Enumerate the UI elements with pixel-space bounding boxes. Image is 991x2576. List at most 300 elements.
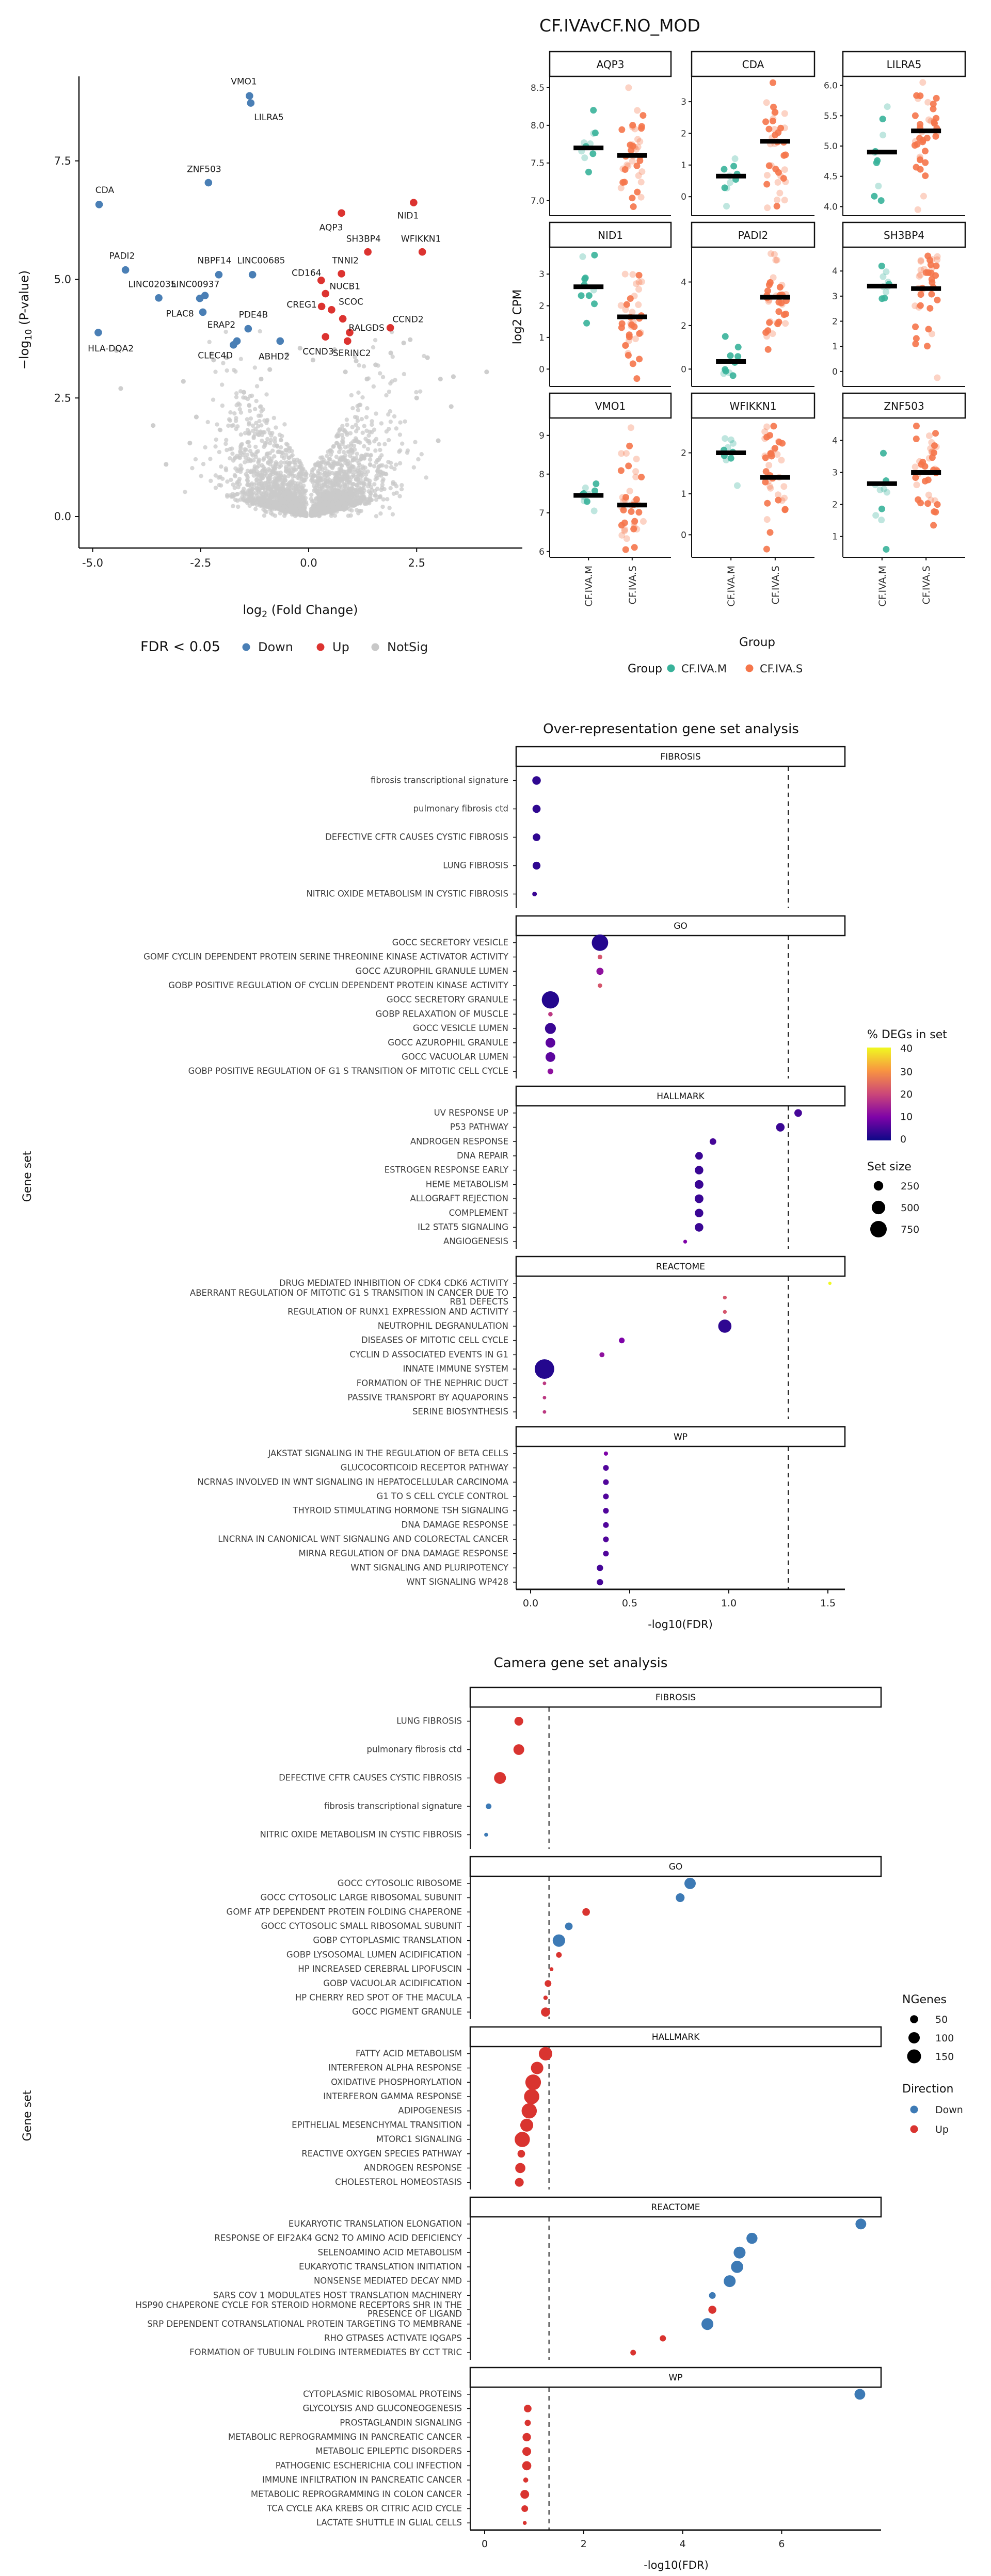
y-tick-label: 1 xyxy=(681,160,686,171)
notsig-point xyxy=(355,452,359,456)
notsig-point xyxy=(332,461,337,465)
notsig-point xyxy=(265,452,269,456)
strip-point xyxy=(732,155,739,162)
strip-point xyxy=(765,346,772,353)
gene-set-label: INTERFERON GAMMA RESPONSE xyxy=(323,2091,462,2101)
gene-set-label: PATHOGENIC ESCHERICHIA COLI INFECTION xyxy=(275,2460,462,2471)
y-tick-label: 7.0 xyxy=(530,196,545,206)
pathway-dot xyxy=(695,1180,704,1189)
notsig-point xyxy=(288,460,292,464)
notsig-point xyxy=(309,493,313,497)
strip-point xyxy=(881,486,887,492)
strip-point xyxy=(775,497,781,504)
notsig-point xyxy=(379,421,383,425)
notsig-point xyxy=(247,431,251,436)
notsig-point xyxy=(367,439,371,443)
gene-set-label: CYCLIN D ASSOCIATED EVENTS IN G1 xyxy=(349,1349,508,1360)
notsig-point xyxy=(334,475,338,479)
notsig-point xyxy=(389,420,393,424)
notsig-point xyxy=(358,501,362,505)
strip-point xyxy=(913,423,920,429)
strip-point xyxy=(768,450,775,457)
pathway-dot xyxy=(542,1396,546,1399)
notsig-point xyxy=(294,499,298,503)
pathway-dot xyxy=(776,1123,785,1132)
pathway-dot xyxy=(531,2062,544,2074)
notsig-point xyxy=(246,469,250,473)
notsig-point xyxy=(265,480,269,484)
notsig-point xyxy=(361,495,365,499)
notsig-point xyxy=(298,346,302,350)
down-point xyxy=(205,179,213,187)
notsig-point xyxy=(221,361,225,365)
notsig-point xyxy=(311,358,315,362)
pathway-dot xyxy=(541,2007,550,2017)
strip-point xyxy=(640,518,647,525)
up-point xyxy=(339,315,347,323)
pathway-dot xyxy=(532,776,541,785)
notsig-point xyxy=(318,511,323,515)
strip-point xyxy=(916,273,922,280)
legend-dot-civam xyxy=(667,665,675,672)
median-bar xyxy=(573,146,603,150)
gene-set-label: RESPONSE OF EIF2AK4 GCN2 TO AMINO ACID DEFICIENCY xyxy=(214,2233,462,2243)
notsig-point xyxy=(215,422,219,426)
strip-point xyxy=(925,476,932,483)
x-tick-label: 2.5 xyxy=(408,557,425,569)
notsig-point xyxy=(235,454,239,458)
y-tick-label: 0 xyxy=(681,192,686,203)
strip-point xyxy=(622,271,629,278)
median-bar xyxy=(911,128,941,133)
facet-header-label: REACTOME xyxy=(656,1262,705,1272)
pathway-dot xyxy=(523,2521,527,2525)
gene-set-label: GOCC SECRETORY VESICLE xyxy=(392,937,508,947)
notsig-point xyxy=(251,458,255,462)
gene-set-label: GOBP POSITIVE REGULATION OF G1 S TRANSITION OF MITOTIC CELL CYCLE xyxy=(188,1066,508,1076)
y-tick-label: 9 xyxy=(539,430,545,441)
pathway-dot xyxy=(550,1967,554,1971)
notsig-point xyxy=(338,501,342,505)
x-category-label: CF.IVA.S xyxy=(921,566,933,605)
gene-set-label: LACTATE SHUTTLE IN GLIAL CELLS xyxy=(316,2518,462,2528)
notsig-point xyxy=(251,429,255,433)
y-axis-title: $-\log_{10}$ (P-value) xyxy=(17,270,34,370)
pathway-dot xyxy=(522,2103,537,2119)
strip-point xyxy=(781,311,788,318)
notsig-point xyxy=(261,486,265,490)
x-tick-label: 1.0 xyxy=(721,1598,737,1609)
notsig-point xyxy=(274,471,278,475)
notsig-point xyxy=(199,474,203,478)
notsig-point xyxy=(335,489,340,493)
notsig-point xyxy=(273,436,277,440)
notsig-point xyxy=(280,486,284,490)
notsig-point xyxy=(342,501,346,505)
strip-point xyxy=(776,190,783,197)
gene-label: NBPF14 xyxy=(197,255,232,266)
notsig-point xyxy=(385,429,389,433)
notsig-point xyxy=(290,478,294,482)
notsig-point xyxy=(283,505,287,509)
gene-set-label: NITRIC OXIDE METABOLISM IN CYSTIC FIBROSIS xyxy=(260,1829,462,1840)
gene-set-label: FORMATION OF THE NEPHRIC DUCT xyxy=(356,1378,508,1388)
pathway-dot xyxy=(684,1878,696,1889)
pathway-dot xyxy=(794,1109,802,1117)
strip-point xyxy=(633,375,640,382)
strip-point xyxy=(929,330,935,337)
notsig-point xyxy=(316,505,321,509)
notsig-point xyxy=(359,457,363,461)
notsig-point xyxy=(380,505,385,509)
gene-set-label: EUKARYOTIC TRANSLATION ELONGATION xyxy=(288,2218,462,2229)
size-legend-dot xyxy=(874,1181,883,1190)
gene-set-label: WNT SIGNALING WP428 xyxy=(406,1577,508,1587)
pathway-dot xyxy=(486,1804,491,1809)
notsig-point xyxy=(239,432,243,437)
y-tick-label: 0 xyxy=(681,530,686,541)
gene-set-label: GOCC CYTOSOLIC LARGE RIBOSOMAL SUBUNIT xyxy=(260,1892,462,1903)
pathway-dot xyxy=(598,984,602,988)
pathway-dot xyxy=(533,862,540,870)
down-point xyxy=(276,337,284,345)
pathway-dot xyxy=(524,2089,539,2104)
strip-point xyxy=(770,79,776,86)
pathway-dot xyxy=(701,2318,713,2330)
notsig-point xyxy=(253,407,257,411)
strip-point xyxy=(581,154,588,161)
gene-label: CLEC4D xyxy=(198,350,233,361)
notsig-point xyxy=(322,482,326,486)
strip-point xyxy=(619,179,626,186)
pathway-dot xyxy=(731,2261,743,2273)
gene-set-label: GOCC VACUOLAR LUMEN xyxy=(402,1052,508,1062)
notsig-point xyxy=(325,460,329,464)
notsig-point xyxy=(242,390,246,395)
notsig-point xyxy=(363,502,367,506)
gene-label: ERAP2 xyxy=(207,319,236,330)
y-tick-label: 8.5 xyxy=(530,83,545,93)
gene-label: ZNF503 xyxy=(187,164,221,175)
strip-plot-title: CF.IVAvCF.NO_MOD xyxy=(539,15,700,36)
notsig-point xyxy=(349,494,353,498)
facet-strip-plot xyxy=(511,0,991,691)
notsig-point xyxy=(272,416,276,420)
facet-header-label: HALLMARK xyxy=(651,2032,700,2042)
strip-point xyxy=(636,272,643,279)
notsig-point xyxy=(118,386,123,391)
pathway-dot xyxy=(514,1744,524,1755)
gene-set-label: DRUG MEDIATED INHIBITION OF CDK4 CDK6 ACTIVITY xyxy=(279,1278,508,1288)
strip-point xyxy=(591,300,598,307)
strip-point xyxy=(880,450,887,457)
strip-point xyxy=(781,110,788,117)
notsig-point xyxy=(288,507,292,511)
notsig-point xyxy=(374,411,378,415)
notsig-point xyxy=(251,424,255,428)
gene-set-label: LUNG FIBROSIS xyxy=(443,860,508,871)
strip-point xyxy=(774,451,780,458)
strip-point xyxy=(625,462,632,469)
notsig-point xyxy=(209,479,213,483)
notsig-point xyxy=(425,356,430,360)
direction-legend-label: Down xyxy=(935,2104,963,2116)
y-tick-label: 3 xyxy=(539,269,545,280)
notsig-point xyxy=(247,440,251,444)
notsig-point xyxy=(206,420,210,424)
down-point xyxy=(155,294,163,302)
notsig-point xyxy=(356,418,360,423)
strip-point xyxy=(764,172,771,179)
notsig-point xyxy=(338,471,342,475)
strip-point xyxy=(872,512,879,519)
notsig-point xyxy=(260,473,264,477)
notsig-point xyxy=(319,478,324,482)
strip-point xyxy=(781,495,788,502)
notsig-point xyxy=(236,505,240,509)
legend-item-label: NotSig xyxy=(387,640,428,654)
pathway-dot xyxy=(518,2150,525,2158)
notsig-point xyxy=(342,482,346,486)
gene-set-label: COMPLEMENT xyxy=(449,1208,508,1218)
strip-point xyxy=(778,282,785,288)
notsig-point xyxy=(394,462,398,466)
notsig-point xyxy=(255,470,259,474)
pathway-dot xyxy=(515,2132,530,2147)
notsig-point xyxy=(264,491,268,495)
down-point xyxy=(199,309,207,316)
notsig-point xyxy=(357,480,361,485)
notsig-point xyxy=(269,457,274,461)
gene-set-label: pulmonary fibrosis ctd xyxy=(413,803,508,814)
strip-point xyxy=(779,440,786,447)
strip-point xyxy=(925,269,932,276)
median-bar xyxy=(867,481,897,486)
legend-item-label: CF.IVA.M xyxy=(681,663,727,675)
notsig-point xyxy=(384,393,388,397)
x-tick-label: 0 xyxy=(481,2538,488,2550)
gene-set-label: METABOLIC EPILEPTIC DISORDERS xyxy=(315,2446,462,2456)
notsig-point xyxy=(360,395,364,399)
notsig-point xyxy=(265,437,269,441)
notsig-point xyxy=(247,495,251,500)
pathway-dot xyxy=(676,1893,684,1902)
notsig-point xyxy=(361,431,365,435)
notsig-point xyxy=(257,464,261,468)
notsig-point xyxy=(387,390,391,394)
strip-point xyxy=(878,197,885,204)
strip-point xyxy=(764,516,771,523)
y-tick-label: 7 xyxy=(539,508,545,519)
notsig-point xyxy=(255,493,259,497)
notsig-point xyxy=(397,494,402,498)
notsig-point xyxy=(366,447,370,451)
notsig-point xyxy=(269,486,273,490)
notsig-point xyxy=(381,375,385,379)
notsig-point xyxy=(336,495,340,499)
gene-label: LINC00685 xyxy=(237,255,285,266)
strip-point xyxy=(934,501,941,508)
pathway-dot xyxy=(695,1209,704,1217)
notsig-point xyxy=(355,493,359,497)
notsig-point xyxy=(217,450,221,454)
notsig-point xyxy=(298,474,302,478)
strip-point xyxy=(913,481,920,488)
notsig-point xyxy=(365,406,369,410)
gene-set-label: LNCRNA IN CANONICAL WNT SIGNALING AND COLORECTAL CANCER xyxy=(218,1534,508,1544)
gene-label: SCOC xyxy=(339,297,363,308)
notsig-point xyxy=(349,475,354,479)
notsig-point xyxy=(346,469,350,473)
notsig-point xyxy=(370,419,374,423)
notsig-point xyxy=(335,505,339,509)
gene-set-label: ANDROGEN RESPONSE xyxy=(363,2163,462,2173)
gene-set-label: GOCC SECRETORY GRANULE xyxy=(386,994,508,1005)
notsig-point xyxy=(365,453,370,457)
notsig-point xyxy=(268,431,272,435)
notsig-point xyxy=(294,487,298,491)
median-bar xyxy=(911,470,941,475)
median-bar xyxy=(760,139,790,143)
notsig-point xyxy=(301,477,306,481)
notsig-point xyxy=(258,329,262,333)
notsig-point xyxy=(268,441,272,445)
y-tick-label: 7.5 xyxy=(530,158,545,169)
notsig-point xyxy=(387,438,391,442)
size-legend-dot xyxy=(870,1221,887,1237)
pathway-dot xyxy=(724,2275,736,2287)
strip-point xyxy=(728,437,734,443)
strip-point xyxy=(919,79,926,86)
strip-point xyxy=(762,118,769,125)
colorbar-tick-label: 20 xyxy=(900,1089,913,1100)
notsig-point xyxy=(276,488,280,492)
notsig-point xyxy=(235,492,239,496)
notsig-point xyxy=(353,503,357,507)
y-tick-label: 2 xyxy=(539,301,545,312)
notsig-point xyxy=(389,486,393,490)
notsig-point xyxy=(369,491,373,495)
strip-point xyxy=(762,329,769,336)
notsig-point xyxy=(374,514,378,518)
strip-point xyxy=(873,159,880,166)
notsig-point xyxy=(248,409,252,413)
notsig-point xyxy=(288,446,292,450)
strip-point xyxy=(629,309,635,315)
strip-point xyxy=(920,193,927,200)
ora-dotplot xyxy=(0,691,991,1631)
strip-point xyxy=(774,203,780,210)
pathway-dot xyxy=(597,1565,603,1571)
strip-point xyxy=(722,184,728,191)
notsig-point xyxy=(356,408,360,412)
notsig-point xyxy=(257,414,261,418)
gene-set-label: GOBP RELAXATION OF MUSCLE xyxy=(375,1009,508,1019)
gene-label: VMO1 xyxy=(231,76,257,87)
strip-point xyxy=(625,352,632,359)
strip-point xyxy=(635,509,642,516)
notsig-point xyxy=(378,511,382,516)
gene-label: CD164 xyxy=(292,268,322,279)
notsig-point xyxy=(371,345,375,349)
down-point xyxy=(94,329,102,336)
gene-set-label: INNATE IMMUNE SYSTEM xyxy=(403,1364,508,1374)
gene-set-label: GOMF CYCLIN DEPENDENT PROTEIN SERINE THREONINE KINASE ACTIVATOR ACTIVITY xyxy=(143,952,508,962)
colorbar-tick-label: 40 xyxy=(900,1043,913,1054)
notsig-point xyxy=(341,458,345,462)
gene-label: WFIKKN1 xyxy=(401,234,441,245)
notsig-point xyxy=(344,487,348,491)
notsig-point xyxy=(231,458,235,462)
notsig-point xyxy=(284,469,289,473)
strip-point xyxy=(884,103,891,110)
y-tick-label: 0.0 xyxy=(54,510,71,523)
notsig-point xyxy=(345,423,349,427)
y-axis-title: log2 CPM xyxy=(511,289,524,345)
notsig-point xyxy=(223,330,228,334)
legend-title: Group xyxy=(628,663,662,675)
strip-point xyxy=(878,517,885,523)
strip-point xyxy=(934,297,941,303)
down-point xyxy=(247,99,255,107)
strip-point xyxy=(918,257,924,264)
strip-point xyxy=(913,436,920,442)
notsig-point xyxy=(296,510,300,514)
strip-point xyxy=(772,445,778,452)
gene-set-label: NONSENSE MEDIATED DECAY NMD xyxy=(313,2276,462,2286)
x-category-label: CF.IVA.M xyxy=(876,566,888,607)
gene-set-label: GOBP VACUOLAR ACIDIFICATION xyxy=(323,1978,462,1988)
notsig-point xyxy=(408,337,412,342)
y-tick-label: 2 xyxy=(681,128,686,139)
strip-point xyxy=(781,197,788,203)
notsig-point xyxy=(326,476,330,480)
ngenes-legend-label: 150 xyxy=(935,2051,954,2063)
strip-point xyxy=(782,320,789,327)
notsig-point xyxy=(259,377,263,381)
notsig-point xyxy=(247,444,251,448)
notsig-point xyxy=(235,480,239,484)
legend-title: FDR < 0.05 xyxy=(140,639,220,655)
notsig-point xyxy=(271,500,276,504)
median-bar xyxy=(911,286,941,291)
y-tick-label: 4.0 xyxy=(823,202,838,213)
gene-set-label: ADIPOGENESIS xyxy=(398,2105,462,2116)
notsig-point xyxy=(337,443,341,447)
strip-point xyxy=(930,522,937,528)
notsig-point xyxy=(363,465,367,470)
y-tick-label: 2.5 xyxy=(54,392,71,405)
strip-point xyxy=(622,546,629,553)
notsig-point xyxy=(261,407,265,411)
strip-point xyxy=(763,99,770,106)
x-category-label: CF.IVA.S xyxy=(770,566,781,605)
notsig-point xyxy=(320,468,324,472)
camera-dotplot xyxy=(0,1625,991,2576)
strip-point xyxy=(883,288,889,295)
strip-point xyxy=(929,279,935,286)
facet-header-label: AQP3 xyxy=(596,58,625,71)
strip-point xyxy=(638,194,645,201)
notsig-point xyxy=(358,463,362,467)
strip-point xyxy=(778,457,785,463)
notsig-point xyxy=(318,489,322,493)
notsig-point xyxy=(242,487,246,491)
x-tick-label: -2.5 xyxy=(190,557,212,569)
notsig-point xyxy=(414,396,419,400)
strip-point xyxy=(913,164,920,171)
notsig-point xyxy=(436,438,441,443)
